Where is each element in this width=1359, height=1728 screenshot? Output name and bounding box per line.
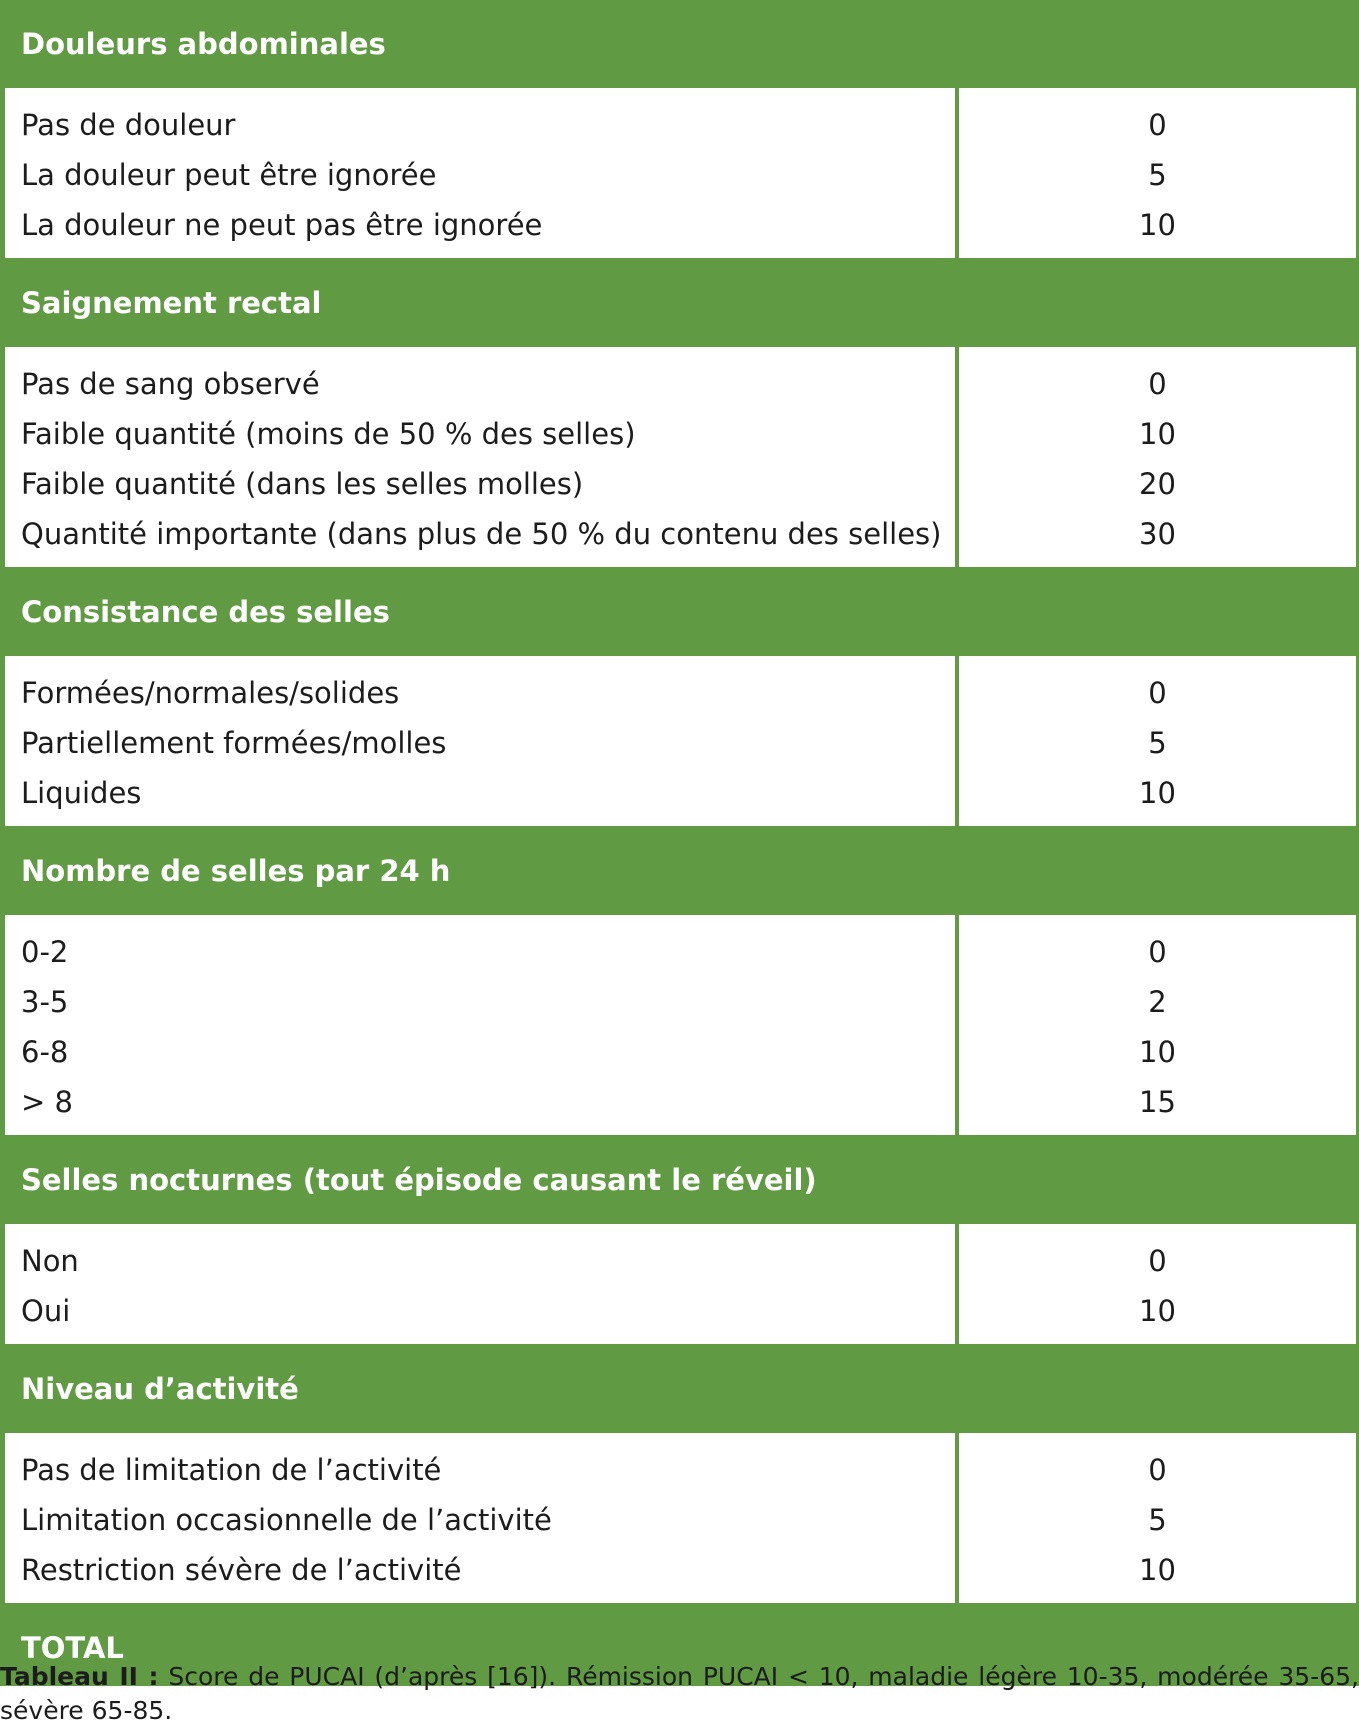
- criterion-label: La douleur peut être ignorée: [21, 158, 437, 192]
- criterion-score: 2: [1148, 985, 1167, 1019]
- section-header-score-cell: [959, 5, 1356, 82]
- score-cell: [959, 88, 1356, 258]
- section-title: Selles nocturnes (tout épisode causant le réveil): [5, 1141, 955, 1218]
- criterion-score: 10: [1139, 1035, 1176, 1069]
- total-label: TOTAL: [5, 1609, 955, 1686]
- criterion-label: Faible quantité (dans les selles molles): [21, 467, 584, 501]
- section-header-score-cell: [959, 1350, 1356, 1427]
- criterion-score: 30: [1139, 517, 1176, 551]
- criterion-label: Faible quantité (moins de 50 % des selles): [21, 417, 636, 451]
- criteria-cell: [5, 1224, 955, 1344]
- criterion-score: 0: [1148, 935, 1167, 969]
- section-header-score-cell: [959, 1141, 1356, 1218]
- criterion-label: La douleur ne peut pas être ignorée: [21, 208, 543, 242]
- section-body-row: [0, 1224, 1359, 1344]
- table-section: [0, 832, 1359, 1135]
- table-section: [0, 5, 1359, 258]
- section-title: Nombre de selles par 24 h: [5, 832, 955, 909]
- criterion-score: 15: [1139, 1085, 1176, 1119]
- criterion-score: 0: [1148, 676, 1167, 710]
- criterion-score: 10: [1139, 776, 1176, 810]
- section-header-row: [0, 264, 1359, 341]
- section-title: Consistance des selles: [5, 573, 955, 650]
- table-section: [0, 1141, 1359, 1344]
- section-body-row: [0, 1433, 1359, 1603]
- section-title: Niveau d’activité: [5, 1350, 955, 1427]
- criterion-label: Quantité importante (dans plus de 50 % du contenu des selles): [21, 517, 942, 551]
- criterion-label: Formées/normales/solides: [21, 676, 400, 710]
- criterion-score: 10: [1139, 1294, 1176, 1328]
- criterion-label: Pas de douleur: [21, 108, 236, 142]
- caption-text: Score de PUCAI (d’après [16]). Rémission PUCAI < 10, maladie légère 10-35, modérée 35-65, sévère 65-85.: [0, 1662, 1359, 1725]
- score-cell: [959, 656, 1356, 826]
- criterion-label: 3-5: [21, 985, 69, 1019]
- criterion-score: 10: [1139, 417, 1176, 451]
- criterion-score: 0: [1148, 1453, 1167, 1487]
- criteria-cell: [5, 347, 955, 567]
- criterion-label: 0-2: [21, 935, 69, 969]
- table-caption: [0, 1660, 1359, 1728]
- criterion-label: Pas de limitation de l’activité: [21, 1453, 442, 1487]
- criterion-label: > 8: [21, 1085, 73, 1119]
- criteria-cell: [5, 88, 955, 258]
- criterion-label: Pas de sang observé: [21, 367, 320, 401]
- section-header-row: [0, 1141, 1359, 1218]
- section-body-row: [0, 656, 1359, 826]
- criterion-label: 6-8: [21, 1035, 69, 1069]
- section-body-row: [0, 347, 1359, 567]
- table-section: [0, 1350, 1359, 1603]
- criterion-score: 20: [1139, 467, 1176, 501]
- criterion-label: Partiellement formées/molles: [21, 726, 447, 760]
- criterion-label: Liquides: [21, 776, 142, 810]
- criteria-cell: [5, 915, 955, 1135]
- score-cell: [959, 915, 1356, 1135]
- section-title: Douleurs abdominales: [5, 5, 955, 82]
- criterion-score: 10: [1139, 208, 1176, 242]
- section-title: Saignement rectal: [5, 264, 955, 341]
- section-header-row: [0, 1350, 1359, 1427]
- caption-label: Tableau II :: [0, 1662, 159, 1691]
- criterion-score: 5: [1148, 726, 1167, 760]
- section-header-score-cell: [959, 573, 1356, 650]
- criterion-label: Restriction sévère de l’activité: [21, 1553, 462, 1587]
- criterion-label: Limitation occasionnelle de l’activité: [21, 1503, 552, 1537]
- section-body-row: [0, 88, 1359, 258]
- section-header-score-cell: [959, 832, 1356, 909]
- criterion-label: Non: [21, 1244, 79, 1278]
- criterion-score: 0: [1148, 1244, 1167, 1278]
- table-section: [0, 573, 1359, 826]
- section-header-row: [0, 832, 1359, 909]
- criterion-score: 0: [1148, 367, 1167, 401]
- section-body-row: [0, 915, 1359, 1135]
- section-header-row: [0, 5, 1359, 82]
- score-cell: [959, 1224, 1356, 1344]
- section-header-row: [0, 573, 1359, 650]
- criterion-score: 10: [1139, 1553, 1176, 1587]
- criteria-cell: [5, 1433, 955, 1603]
- criterion-label: Oui: [21, 1294, 71, 1328]
- criterion-score: 5: [1148, 158, 1167, 192]
- criterion-score: 5: [1148, 1503, 1167, 1537]
- criterion-score: 0: [1148, 108, 1167, 142]
- score-cell: [959, 347, 1356, 567]
- score-cell: [959, 1433, 1356, 1603]
- section-header-score-cell: [959, 264, 1356, 341]
- criteria-cell: [5, 656, 955, 826]
- table-section: [0, 264, 1359, 567]
